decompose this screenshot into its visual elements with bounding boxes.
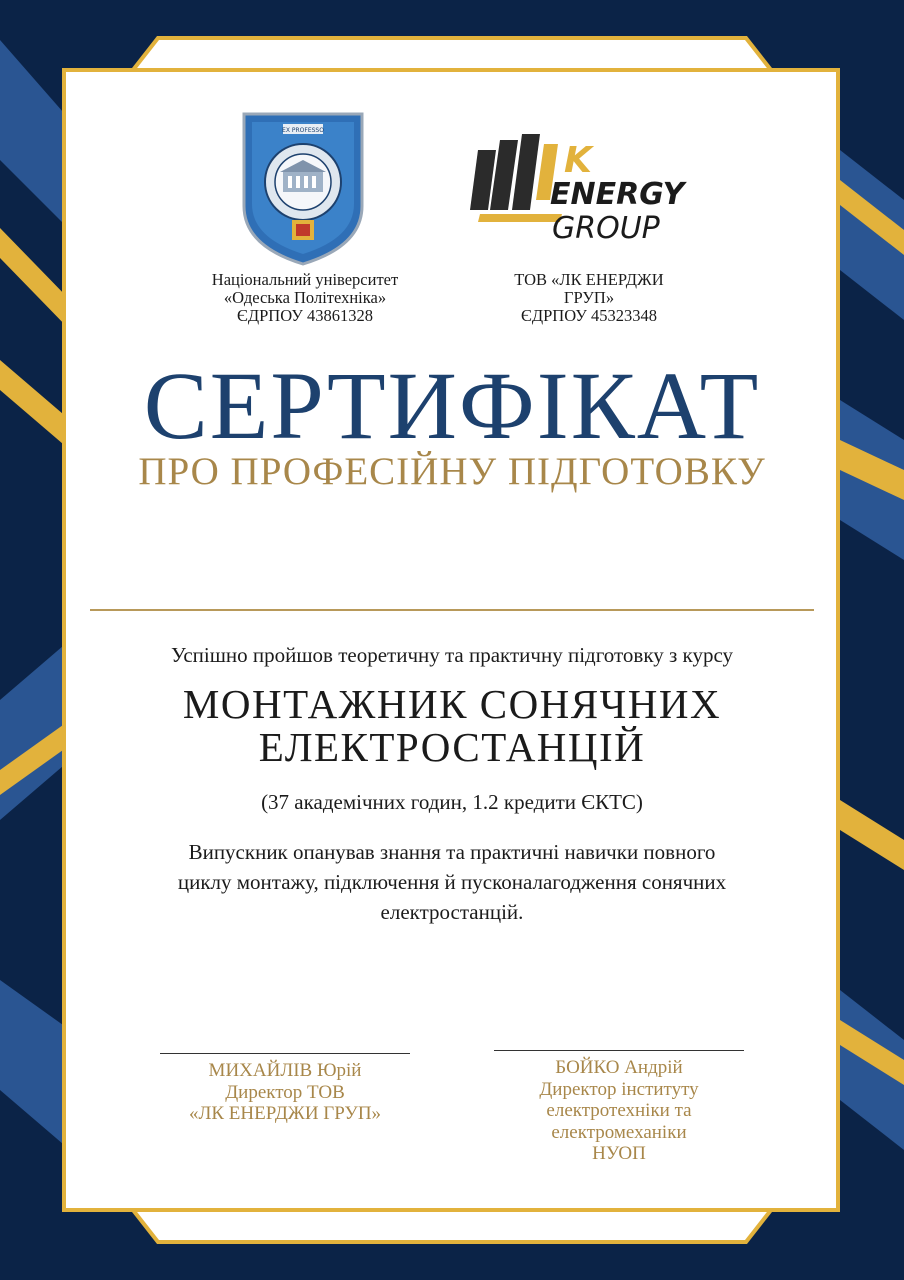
signatory-right-role: Директор інституту [539, 1078, 699, 1100]
signatory-left-name: МИХАЙЛІВ Юрій [208, 1060, 362, 1081]
university-edrpou: ЄДРПОУ 43861328 [236, 306, 374, 325]
signatory-right-name: БОЙКО Андрій [555, 1057, 683, 1078]
course-title-line2: ЕЛЕКТРОСТАНЦІЙ [258, 724, 646, 770]
description-line2: циклу монтажу, підключення й пусконалагодження сонячних [177, 870, 727, 894]
course-title-line1: МОНТАЖНИК СОНЯЧНИХ [182, 681, 722, 727]
svg-text:GROUP: GROUP [552, 211, 660, 246]
description-line3: електростанцій. [380, 900, 524, 924]
signature-line-left [160, 1053, 410, 1054]
divider [90, 609, 814, 611]
lk-energy-group-logo [466, 130, 712, 246]
signatory-left [140, 1060, 430, 1125]
university-details [150, 271, 460, 325]
signatory-left-role: Директор ТОВ [225, 1081, 345, 1103]
company-name-line1: ТОВ «ЛК ЕНЕРДЖИ [514, 270, 664, 289]
signatory-right-org: НУОП [592, 1143, 646, 1164]
university-crest-icon [240, 110, 366, 266]
signatory-left-company: «ЛК ЕНЕРДЖИ ГРУП» [188, 1103, 382, 1124]
intro-text: Успішно пройшов теоретичну та практичну підготовку з курсу [171, 643, 733, 667]
course-hours: (37 академічних годин, 1.2 кредити ЄКТС) [261, 790, 643, 814]
signatory-right [474, 1057, 764, 1165]
svg-text:EX PROFESSO: EX PROFESSO [282, 127, 324, 134]
signatory-right-role-2: електротехніки та [546, 1100, 692, 1121]
university-name: Національний університет [211, 270, 399, 289]
svg-text:K: K [564, 140, 592, 181]
company-name-line2: ГРУП» [563, 288, 615, 307]
university-name-quoted: «Одеська Політехніка» [223, 288, 387, 307]
course-title [80, 683, 824, 769]
svg-text:ENERGY: ENERGY [550, 177, 685, 212]
certificate-subtitle: ПРО ПРОФЕСІЙНУ ПІДГОТОВКУ [138, 450, 766, 493]
course-description [100, 837, 804, 927]
signature-line-right [494, 1050, 744, 1051]
company-edrpou: ЄДРПОУ 45323348 [520, 306, 658, 325]
description-line1: Випускник опанував знання та практичні навички повного [188, 840, 716, 864]
signatory-right-role-3: електромеханіки [551, 1121, 687, 1143]
certificate-title: СЕРТИФІКАТ [143, 352, 761, 459]
company-details [466, 271, 712, 325]
